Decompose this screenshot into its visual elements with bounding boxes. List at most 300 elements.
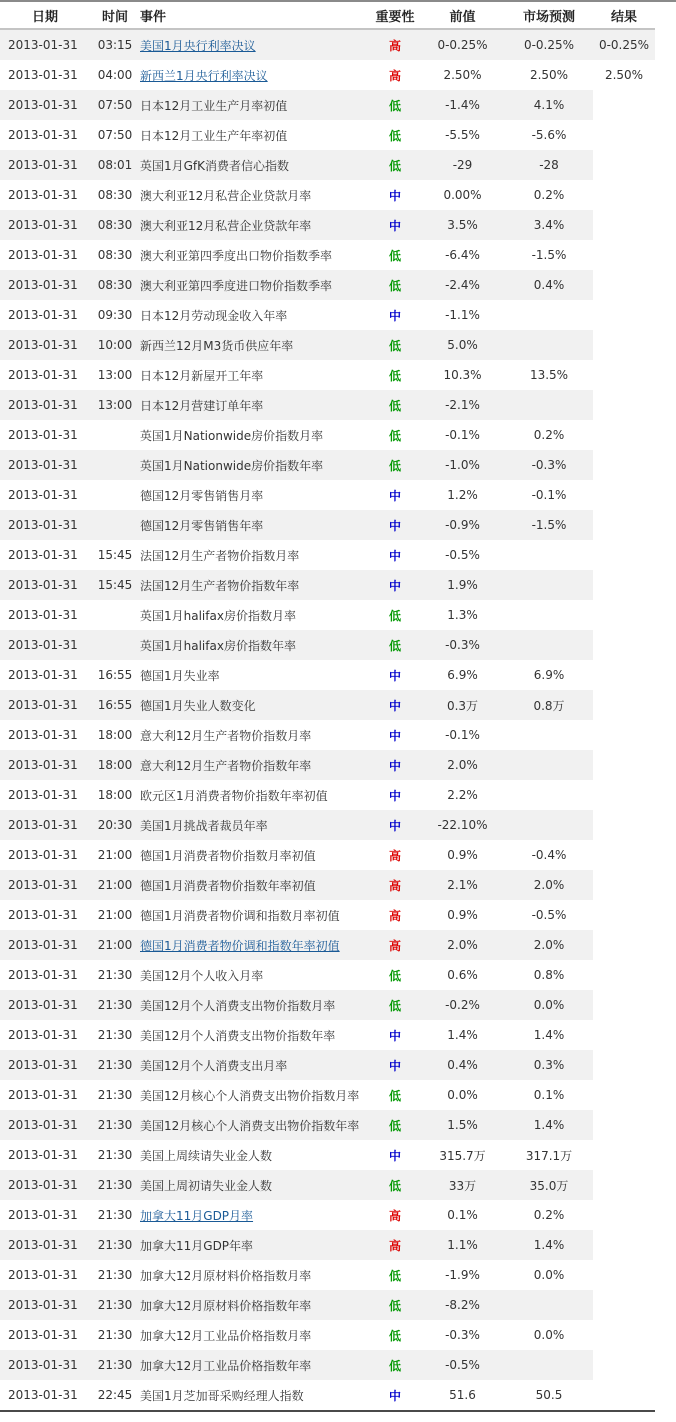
importance-badge: 中 <box>388 308 401 323</box>
cell-previous-value: -1.4% <box>420 90 505 120</box>
cell-time: 21:30 <box>90 960 140 990</box>
cell-date: 2013-01-31 <box>0 1290 90 1320</box>
cell-previous-value: -1.1% <box>420 300 505 330</box>
cell-time: 21:30 <box>90 1200 140 1230</box>
cell-event: 加拿大12月原材料价格指数年率 <box>140 1290 370 1320</box>
cell-market-forecast <box>505 750 593 780</box>
column-header-time: 时间 <box>90 2 140 29</box>
table-row <box>0 690 655 720</box>
cell-previous-value: -22.10% <box>420 810 505 840</box>
cell-previous-value: 0.0% <box>420 1080 505 1110</box>
cell-time <box>90 420 140 450</box>
cell-time: 21:30 <box>90 1080 140 1110</box>
table-row <box>0 390 655 420</box>
cell-market-forecast: 0.0% <box>505 1260 593 1290</box>
importance-badge: 中 <box>388 668 401 683</box>
cell-result <box>593 300 655 330</box>
cell-date: 2013-01-31 <box>0 1050 90 1080</box>
event-link[interactable]: 加拿大11月GDP月率 <box>140 1208 254 1223</box>
table-row <box>0 1200 655 1230</box>
event-link[interactable]: 新西兰1月央行利率决议 <box>140 68 268 83</box>
table-row <box>0 480 655 510</box>
cell-market-forecast: -0.1% <box>505 480 593 510</box>
cell-result <box>593 1290 655 1320</box>
table-row <box>0 60 655 90</box>
cell-event: 日本12月新屋开工年率 <box>140 360 370 390</box>
cell-date: 2013-01-31 <box>0 210 90 240</box>
cell-event <box>140 60 370 90</box>
table-row <box>0 660 655 690</box>
cell-event: 德国12月零售销售月率 <box>140 480 370 510</box>
cell-event: 美国12月核心个人消费支出物价指数月率 <box>140 1080 370 1110</box>
cell-time: 21:30 <box>90 1260 140 1290</box>
cell-previous-value: 1.4% <box>420 1020 505 1050</box>
importance-badge: 低 <box>388 1118 401 1133</box>
cell-result <box>593 690 655 720</box>
importance-badge: 中 <box>388 698 401 713</box>
cell-market-forecast <box>505 570 593 600</box>
importance-badge: 低 <box>388 1358 401 1373</box>
cell-importance <box>370 900 420 930</box>
cell-time: 04:00 <box>90 60 140 90</box>
importance-badge: 中 <box>388 728 401 743</box>
table-row <box>0 1260 655 1290</box>
cell-date: 2013-01-31 <box>0 1260 90 1290</box>
cell-date: 2013-01-31 <box>0 690 90 720</box>
cell-market-forecast: -5.6% <box>505 120 593 150</box>
cell-importance <box>370 690 420 720</box>
cell-market-forecast: -0.5% <box>505 900 593 930</box>
cell-previous-value: 315.7万 <box>420 1140 505 1170</box>
cell-result <box>593 840 655 870</box>
cell-market-forecast: 2.0% <box>505 930 593 960</box>
cell-event: 澳大利亚第四季度进口物价指数季率 <box>140 270 370 300</box>
cell-time: 10:00 <box>90 330 140 360</box>
cell-previous-value: 2.0% <box>420 930 505 960</box>
cell-event <box>140 1200 370 1230</box>
cell-market-forecast: 0.0% <box>505 990 593 1020</box>
cell-time: 03:15 <box>90 29 140 60</box>
table-row <box>0 300 655 330</box>
cell-previous-value: -5.5% <box>420 120 505 150</box>
cell-time: 21:30 <box>90 1290 140 1320</box>
cell-time: 21:00 <box>90 840 140 870</box>
cell-event: 日本12月工业生产月率初值 <box>140 90 370 120</box>
importance-badge: 中 <box>388 758 401 773</box>
cell-result <box>593 870 655 900</box>
cell-date: 2013-01-31 <box>0 1350 90 1380</box>
cell-date: 2013-01-31 <box>0 1170 90 1200</box>
cell-event: 法国12月生产者物价指数月率 <box>140 540 370 570</box>
importance-badge: 低 <box>388 128 401 143</box>
table-row <box>0 1170 655 1200</box>
cell-importance <box>370 660 420 690</box>
cell-event: 美国12月核心个人消费支出物价指数年率 <box>140 1110 370 1140</box>
cell-importance <box>370 540 420 570</box>
cell-date: 2013-01-31 <box>0 60 90 90</box>
cell-date: 2013-01-31 <box>0 510 90 540</box>
table-row <box>0 1350 655 1380</box>
cell-date: 2013-01-31 <box>0 1230 90 1260</box>
table-row <box>0 90 655 120</box>
cell-previous-value: 0.3万 <box>420 690 505 720</box>
column-header-previous: 前值 <box>420 2 505 29</box>
cell-time: 18:00 <box>90 750 140 780</box>
table-row <box>0 870 655 900</box>
cell-date: 2013-01-31 <box>0 150 90 180</box>
cell-importance <box>370 1320 420 1350</box>
cell-previous-value: -29 <box>420 150 505 180</box>
table-row <box>0 960 655 990</box>
cell-market-forecast <box>505 1290 593 1320</box>
cell-previous-value: -0.9% <box>420 510 505 540</box>
importance-badge: 低 <box>388 428 401 443</box>
cell-event: 英国1月halifax房价指数年率 <box>140 630 370 660</box>
cell-event: 美国12月个人消费支出物价指数月率 <box>140 990 370 1020</box>
cell-importance <box>370 930 420 960</box>
cell-previous-value: 2.1% <box>420 870 505 900</box>
table-row <box>0 450 655 480</box>
cell-market-forecast: 13.5% <box>505 360 593 390</box>
cell-result <box>593 660 655 690</box>
cell-event: 加拿大12月工业品价格指数年率 <box>140 1350 370 1380</box>
importance-badge: 中 <box>388 1028 401 1043</box>
cell-time: 08:30 <box>90 180 140 210</box>
cell-importance <box>370 29 420 60</box>
cell-market-forecast: 6.9% <box>505 660 593 690</box>
cell-market-forecast <box>505 540 593 570</box>
cell-result <box>593 540 655 570</box>
importance-badge: 高 <box>388 1238 401 1253</box>
cell-importance <box>370 570 420 600</box>
cell-previous-value: 1.5% <box>420 1110 505 1140</box>
column-header-forecast: 市场预测 <box>505 2 593 29</box>
cell-previous-value: -0.5% <box>420 1350 505 1380</box>
importance-badge: 低 <box>388 1088 401 1103</box>
cell-date: 2013-01-31 <box>0 1140 90 1170</box>
cell-importance <box>370 780 420 810</box>
cell-result <box>593 1110 655 1140</box>
cell-result <box>593 630 655 660</box>
cell-importance <box>370 450 420 480</box>
cell-result <box>593 450 655 480</box>
cell-previous-value: 0.9% <box>420 900 505 930</box>
cell-importance <box>370 480 420 510</box>
importance-badge: 低 <box>388 398 401 413</box>
cell-date: 2013-01-31 <box>0 750 90 780</box>
cell-date: 2013-01-31 <box>0 480 90 510</box>
cell-time: 21:30 <box>90 1110 140 1140</box>
cell-market-forecast: -1.5% <box>505 510 593 540</box>
cell-event: 德国1月消费者物价指数年率初值 <box>140 870 370 900</box>
cell-date: 2013-01-31 <box>0 840 90 870</box>
cell-previous-value: -0.3% <box>420 1320 505 1350</box>
cell-market-forecast <box>505 810 593 840</box>
cell-event: 德国1月消费者物价指数月率初值 <box>140 840 370 870</box>
cell-result <box>593 150 655 180</box>
cell-time: 16:55 <box>90 690 140 720</box>
cell-time: 21:30 <box>90 1170 140 1200</box>
cell-time: 07:50 <box>90 120 140 150</box>
table-row <box>0 240 655 270</box>
cell-market-forecast: 35.0万 <box>505 1170 593 1200</box>
cell-result <box>593 510 655 540</box>
cell-time: 07:50 <box>90 90 140 120</box>
importance-badge: 中 <box>388 488 401 503</box>
cell-market-forecast: 1.4% <box>505 1020 593 1050</box>
cell-market-forecast: 0.2% <box>505 420 593 450</box>
cell-date: 2013-01-31 <box>0 450 90 480</box>
cell-time <box>90 450 140 480</box>
cell-date: 2013-01-31 <box>0 1320 90 1350</box>
table-row <box>0 1050 655 1080</box>
cell-importance <box>370 1200 420 1230</box>
cell-event <box>140 29 370 60</box>
cell-result <box>593 720 655 750</box>
cell-date: 2013-01-31 <box>0 660 90 690</box>
importance-badge: 低 <box>388 458 401 473</box>
cell-time: 13:00 <box>90 390 140 420</box>
cell-importance <box>370 210 420 240</box>
cell-importance <box>370 90 420 120</box>
cell-time: 21:00 <box>90 930 140 960</box>
cell-event: 英国1月Nationwide房价指数年率 <box>140 450 370 480</box>
cell-market-forecast: 3.4% <box>505 210 593 240</box>
importance-badge: 中 <box>388 1388 401 1403</box>
cell-previous-value: -8.2% <box>420 1290 505 1320</box>
cell-event: 美国1月芝加哥采购经理人指数 <box>140 1380 370 1411</box>
cell-importance <box>370 1080 420 1110</box>
table-row <box>0 330 655 360</box>
cell-date: 2013-01-31 <box>0 1110 90 1140</box>
cell-event <box>140 930 370 960</box>
importance-badge: 低 <box>388 1298 401 1313</box>
cell-event: 英国1月halifax房价指数月率 <box>140 600 370 630</box>
cell-previous-value: -1.9% <box>420 1260 505 1290</box>
table-row <box>0 1020 655 1050</box>
importance-badge: 中 <box>388 548 401 563</box>
cell-market-forecast: 4.1% <box>505 90 593 120</box>
cell-date: 2013-01-31 <box>0 1380 90 1411</box>
cell-time: 21:30 <box>90 1230 140 1260</box>
table-row <box>0 29 655 60</box>
cell-result <box>593 600 655 630</box>
importance-badge: 高 <box>388 38 401 53</box>
cell-time: 21:00 <box>90 870 140 900</box>
importance-badge: 高 <box>388 848 401 863</box>
cell-previous-value: 51.6 <box>420 1380 505 1411</box>
cell-market-forecast: 1.4% <box>505 1230 593 1260</box>
table-row <box>0 180 655 210</box>
cell-previous-value: -2.1% <box>420 390 505 420</box>
table-row <box>0 1320 655 1350</box>
table-row <box>0 780 655 810</box>
cell-importance <box>370 1050 420 1080</box>
table-row <box>0 1110 655 1140</box>
table-row <box>0 900 655 930</box>
cell-date: 2013-01-31 <box>0 600 90 630</box>
cell-time: 18:00 <box>90 780 140 810</box>
cell-importance <box>370 420 420 450</box>
cell-previous-value: -0.1% <box>420 720 505 750</box>
cell-previous-value: 0-0.25% <box>420 29 505 60</box>
cell-market-forecast: 0.8% <box>505 960 593 990</box>
cell-previous-value: 0.9% <box>420 840 505 870</box>
table-row <box>0 1140 655 1170</box>
cell-date: 2013-01-31 <box>0 390 90 420</box>
column-header-importance: 重要性 <box>370 2 420 29</box>
cell-previous-value: 1.9% <box>420 570 505 600</box>
cell-importance <box>370 810 420 840</box>
cell-date: 2013-01-31 <box>0 90 90 120</box>
cell-importance <box>370 270 420 300</box>
cell-result <box>593 240 655 270</box>
table-row <box>0 1080 655 1110</box>
event-link[interactable]: 美国1月央行利率决议 <box>140 38 256 53</box>
cell-market-forecast <box>505 300 593 330</box>
cell-importance <box>370 240 420 270</box>
cell-time: 21:30 <box>90 1140 140 1170</box>
table-row <box>0 930 655 960</box>
cell-date: 2013-01-31 <box>0 360 90 390</box>
cell-result <box>593 1020 655 1050</box>
cell-time: 15:45 <box>90 540 140 570</box>
cell-importance <box>370 630 420 660</box>
cell-previous-value: 0.4% <box>420 1050 505 1080</box>
cell-importance <box>370 1140 420 1170</box>
cell-market-forecast: -0.4% <box>505 840 593 870</box>
importance-badge: 高 <box>388 938 401 953</box>
cell-event: 意大利12月生产者物价指数月率 <box>140 720 370 750</box>
cell-event: 法国12月生产者物价指数年率 <box>140 570 370 600</box>
cell-previous-value: 1.1% <box>420 1230 505 1260</box>
cell-event: 澳大利亚12月私营企业贷款年率 <box>140 210 370 240</box>
cell-importance <box>370 1380 420 1411</box>
cell-date: 2013-01-31 <box>0 630 90 660</box>
cell-importance <box>370 1170 420 1200</box>
importance-badge: 低 <box>388 1268 401 1283</box>
table-row <box>0 540 655 570</box>
cell-time: 18:00 <box>90 720 140 750</box>
cell-previous-value: 2.0% <box>420 750 505 780</box>
cell-importance <box>370 120 420 150</box>
cell-date: 2013-01-31 <box>0 420 90 450</box>
cell-previous-value: 2.2% <box>420 780 505 810</box>
cell-result <box>593 1380 655 1411</box>
column-header-event: 事件 <box>140 2 370 29</box>
table-row <box>0 360 655 390</box>
cell-time <box>90 600 140 630</box>
cell-market-forecast <box>505 390 593 420</box>
importance-badge: 中 <box>388 518 401 533</box>
cell-result <box>593 810 655 840</box>
cell-previous-value: -6.4% <box>420 240 505 270</box>
cell-date: 2013-01-31 <box>0 240 90 270</box>
cell-importance <box>370 1230 420 1260</box>
cell-result <box>593 390 655 420</box>
cell-event: 美国12月个人消费支出月率 <box>140 1050 370 1080</box>
cell-importance <box>370 960 420 990</box>
cell-time: 20:30 <box>90 810 140 840</box>
cell-result <box>593 90 655 120</box>
cell-result <box>593 360 655 390</box>
cell-result <box>593 960 655 990</box>
cell-result <box>593 990 655 1020</box>
cell-previous-value: 0.6% <box>420 960 505 990</box>
importance-badge: 中 <box>388 788 401 803</box>
table-row <box>0 150 655 180</box>
cell-result <box>593 210 655 240</box>
cell-result <box>593 180 655 210</box>
cell-market-forecast: 0.4% <box>505 270 593 300</box>
cell-result <box>593 900 655 930</box>
cell-result <box>593 1200 655 1230</box>
table-row <box>0 570 655 600</box>
cell-importance <box>370 1350 420 1380</box>
importance-badge: 低 <box>388 158 401 173</box>
importance-badge: 高 <box>388 68 401 83</box>
cell-market-forecast: 0.2% <box>505 180 593 210</box>
cell-time: 21:30 <box>90 1020 140 1050</box>
cell-result <box>593 1230 655 1260</box>
cell-time: 13:00 <box>90 360 140 390</box>
cell-date: 2013-01-31 <box>0 900 90 930</box>
cell-time: 21:30 <box>90 990 140 1020</box>
cell-date: 2013-01-31 <box>0 270 90 300</box>
cell-date: 2013-01-31 <box>0 300 90 330</box>
cell-date: 2013-01-31 <box>0 570 90 600</box>
cell-time <box>90 480 140 510</box>
table-row <box>0 270 655 300</box>
cell-event: 德国1月消费者物价调和指数月率初值 <box>140 900 370 930</box>
cell-date: 2013-01-31 <box>0 960 90 990</box>
importance-badge: 低 <box>388 1328 401 1343</box>
cell-importance <box>370 150 420 180</box>
cell-event: 澳大利亚12月私营企业贷款月率 <box>140 180 370 210</box>
cell-market-forecast <box>505 1350 593 1380</box>
cell-importance <box>370 1110 420 1140</box>
cell-time: 21:00 <box>90 900 140 930</box>
cell-importance <box>370 1260 420 1290</box>
economic-calendar-table <box>0 2 655 1412</box>
importance-badge: 中 <box>388 1148 401 1163</box>
cell-importance <box>370 720 420 750</box>
cell-importance <box>370 300 420 330</box>
cell-result <box>593 570 655 600</box>
cell-previous-value: 3.5% <box>420 210 505 240</box>
cell-market-forecast <box>505 630 593 660</box>
cell-date: 2013-01-31 <box>0 120 90 150</box>
cell-event: 澳大利亚第四季度出口物价指数季率 <box>140 240 370 270</box>
cell-event: 德国1月失业人数变化 <box>140 690 370 720</box>
cell-market-forecast <box>505 330 593 360</box>
cell-event: 德国12月零售销售年率 <box>140 510 370 540</box>
cell-market-forecast: 2.0% <box>505 870 593 900</box>
event-link[interactable]: 德国1月消费者物价调和指数年率初值 <box>140 938 340 953</box>
cell-market-forecast: 0.1% <box>505 1080 593 1110</box>
cell-previous-value: 6.9% <box>420 660 505 690</box>
cell-importance <box>370 600 420 630</box>
cell-market-forecast <box>505 780 593 810</box>
cell-event: 日本12月劳动现金收入年率 <box>140 300 370 330</box>
table-row <box>0 720 655 750</box>
cell-previous-value: -1.0% <box>420 450 505 480</box>
cell-market-forecast: 0-0.25% <box>505 29 593 60</box>
importance-badge: 低 <box>388 998 401 1013</box>
importance-badge: 低 <box>388 638 401 653</box>
cell-importance <box>370 990 420 1020</box>
table-row <box>0 840 655 870</box>
